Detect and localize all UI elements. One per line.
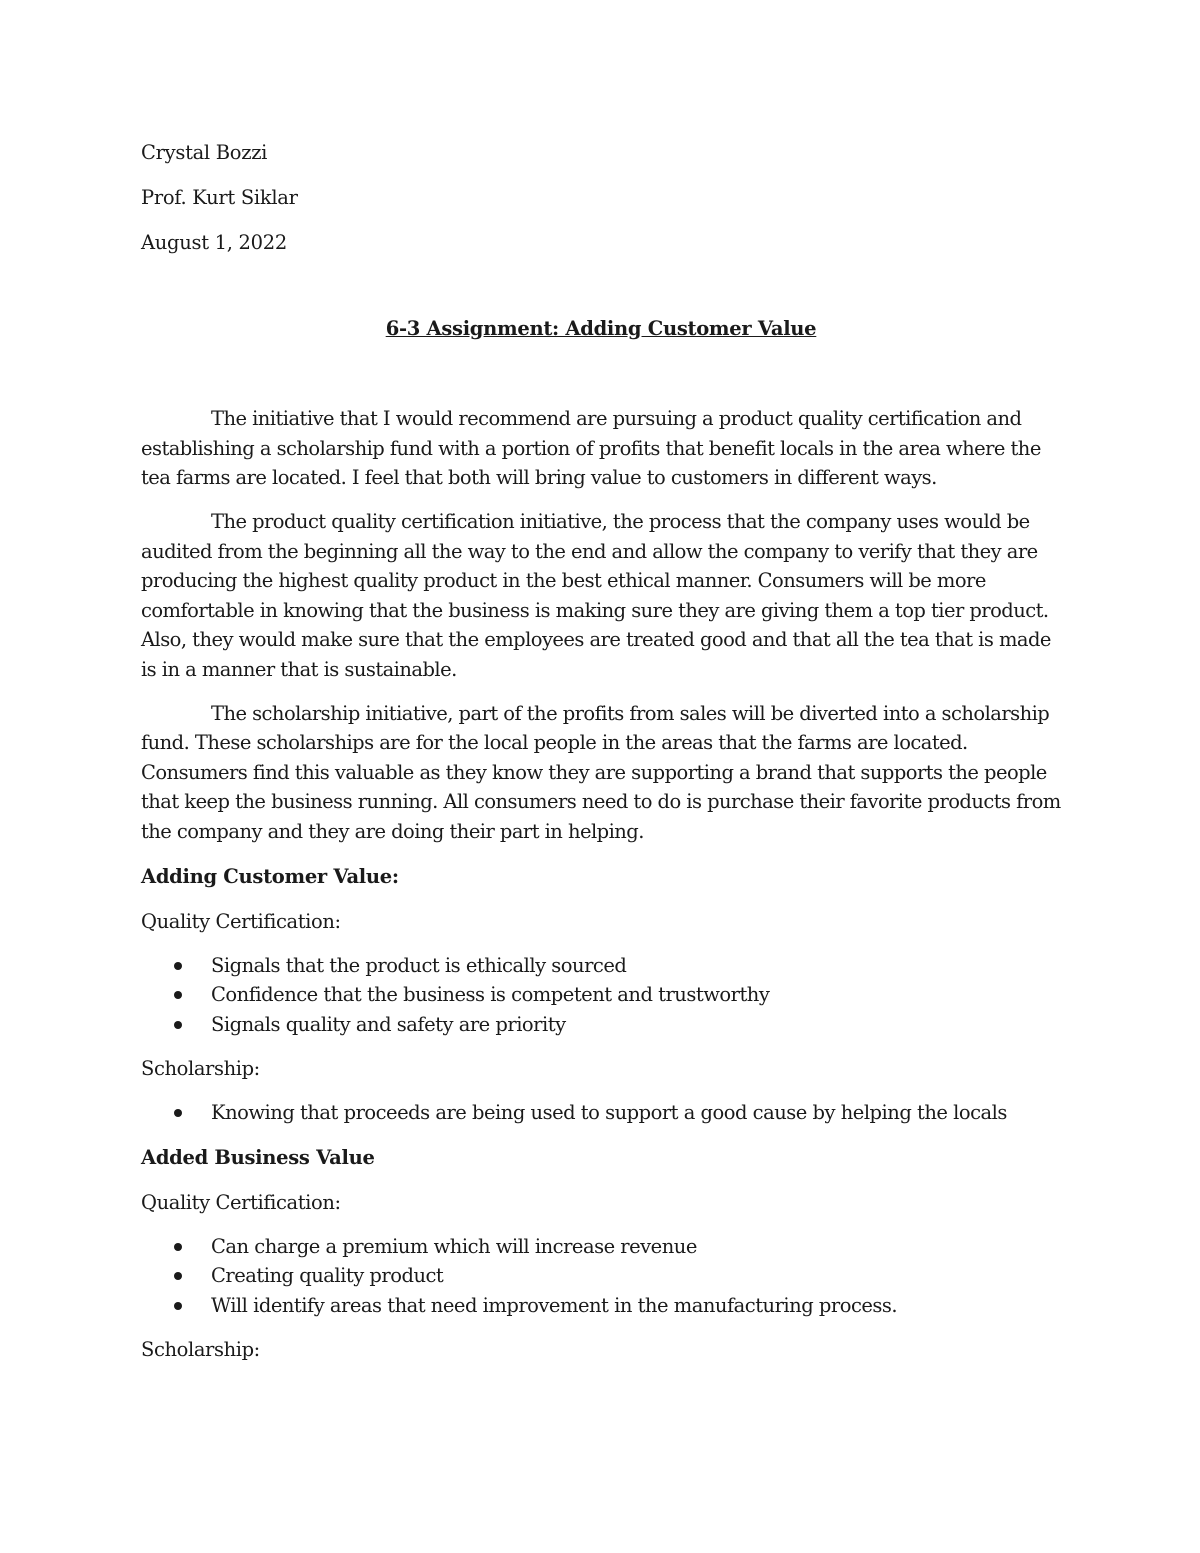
list-item xyxy=(141,980,1061,1010)
list-item-text: Creating quality product xyxy=(211,1264,444,1287)
paragraph-scholarship: The scholarship initiative, part of the profits from sales will be diverted into a scholarship fund. These scholarships are for the local people in the areas that the farms are located. Consumers find this valuable as they know they are supporting a brand that supports the people that keep the business running. All consumers need to do is purchase their favorite products from the company and they are doing their part in helping. xyxy=(141,701,1061,843)
customer-scholarship-label: Scholarship: xyxy=(141,1056,260,1080)
bullet-icon xyxy=(174,1021,182,1029)
list-item xyxy=(141,1261,1061,1291)
document-date: August 1, 2022 xyxy=(141,231,287,254)
customer-value-heading: Adding Customer Value: xyxy=(141,865,399,888)
bullet-icon xyxy=(174,1109,182,1117)
bullet-icon xyxy=(174,1243,182,1251)
business-quality-label: Quality Certification: xyxy=(141,1190,341,1214)
list-item-text: Will identify areas that need improvement in the manufacturing process. xyxy=(211,1293,898,1317)
list-item xyxy=(141,951,1061,981)
customer-quality-list xyxy=(141,951,1061,1040)
paragraph-intro: The initiative that I would recommend are pursuing a product quality certification and establishing a scholarship fund with a portion of profits that benefit locals in the area where the tea farms are located. I feel that both will bring value to customers in different ways. xyxy=(141,407,1041,489)
list-item-text: Can charge a premium which will increase revenue xyxy=(211,1234,697,1258)
list-item xyxy=(141,1291,1061,1321)
business-scholarship-label: Scholarship: xyxy=(141,1337,260,1361)
bullet-icon xyxy=(174,1272,182,1280)
list-item xyxy=(141,1098,1061,1128)
list-item xyxy=(141,1010,1061,1040)
list-item-text: Signals that the product is ethically sourced xyxy=(211,953,627,977)
list-item xyxy=(141,1232,1061,1262)
paragraph-quality-certification: The product quality certification initiative, the process that the company uses would be audited from the beginning all the way to the end and allow the company to verify that they are producing the highest quality product in the best ethical manner. Consumers will be more comfortable in knowing that the business is making sure they are giving them a top tier product. Also, they would make sure that the employees are treated good and that all the tea that is made is in a manner that is sustainable. xyxy=(141,510,1051,681)
customer-quality-label: Quality Certification: xyxy=(141,909,341,933)
customer-scholarship-list xyxy=(141,1098,1061,1128)
business-value-heading: Added Business Value xyxy=(141,1146,375,1169)
bullet-icon xyxy=(174,962,182,970)
bullet-icon xyxy=(174,1302,182,1310)
list-item-text: Knowing that proceeds are being used to support a good cause by helping the locals xyxy=(211,1100,1007,1124)
author-name: Crystal Bozzi xyxy=(141,141,268,164)
business-quality-list xyxy=(141,1232,1061,1321)
list-item-text: Signals quality and safety are priority xyxy=(211,1012,566,1036)
document-body xyxy=(141,138,1061,1379)
bullet-icon xyxy=(174,991,182,999)
list-item-text: Confidence that the business is competent and trustworthy xyxy=(211,983,770,1006)
professor-name: Prof. Kurt Siklar xyxy=(141,186,298,209)
document-title: 6-3 Assignment: Adding Customer Value xyxy=(385,316,817,340)
